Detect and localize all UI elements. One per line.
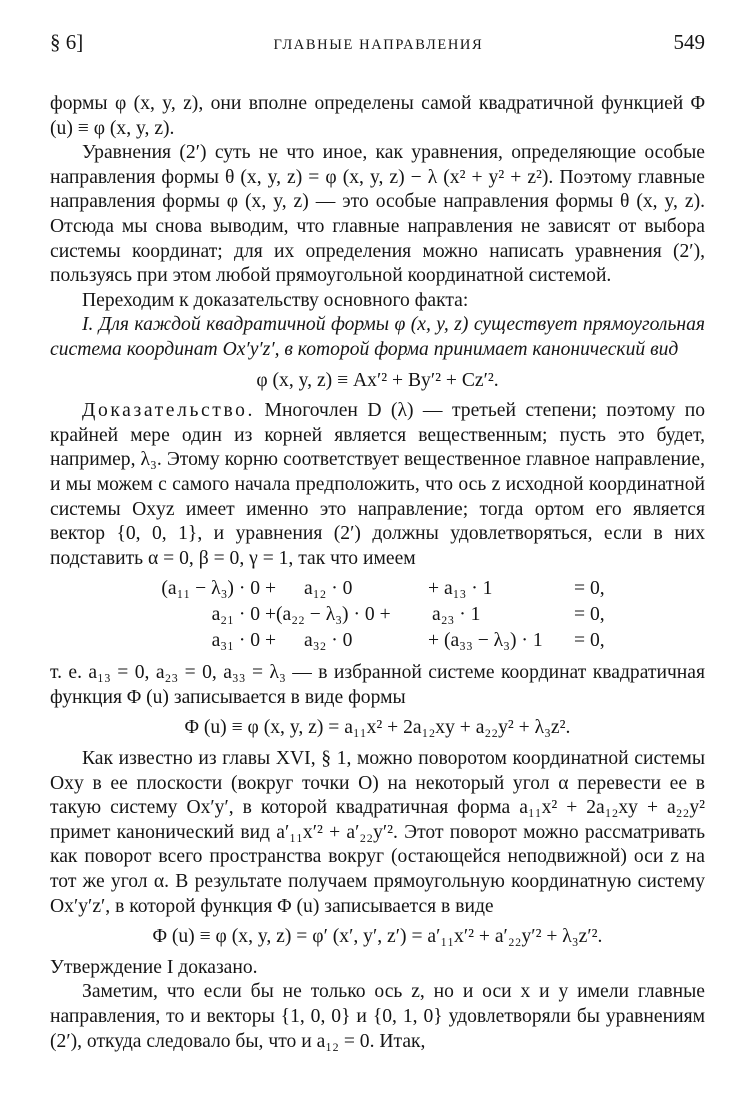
proof-label: Доказательство. xyxy=(82,400,256,422)
paragraph-principal-directions: Уравнения (2′) суть не что иное, как уравнения, определяющие особые направления формы θ (x, y, z) = φ (x, y, z) − λ (x² + y² + z²). Поэтому главные направления формы φ (x, y, z) — это особые направления формы θ (x, y, z). Отсюда мы снова выводим, что главные направления не зависят от выбора системы координат; для их определения можно написать уравнения (2′), пользуясь при этом любой прямоугольной координатной системой. xyxy=(50,142,705,287)
paragraph-result: т. е. a₁₃ = 0, a₂₃ = 0, a₃₃ = λ₃ — в избранной системе координат квадратичная функция Φ (u) записывается в виде формы xyxy=(50,662,705,708)
equation-term: + (a₃₃ − λ₃) · 1 xyxy=(428,630,543,652)
equation-rhs: = 0, xyxy=(574,578,605,600)
equation-system xyxy=(150,577,705,655)
page-number: 549 xyxy=(673,30,705,54)
paragraph-transition: Переходим к доказательству основного факта: xyxy=(82,289,469,311)
proof-text: Многочлен D (λ) — третьей степени; поэтому по крайней мере один из корней является вещественным; пусть это будет, например, λ₃. Этому корню соответствует вещественное главное направление, и мы можем с самого начала предположить, что ось z исходной координатной системы Oxyz имеет именно это направление; тогда ортом его является вектор {0, 0, 1}, и уравнения (2′) должны удовлетворяться, если в них подставить α = 0, β = 0, γ = 1, так что имеем xyxy=(50,400,705,569)
equation-term: a₂₃ · 1 xyxy=(432,604,481,626)
paragraph-qed: Утверждение I доказано. xyxy=(50,956,258,978)
formula-final-form: Φ (u) ≡ φ (x, y, z) = φ′ (x′, y′, z′) = a′₁₁x′² + a′₂₂y′² + λ₃z′². xyxy=(152,926,603,948)
running-header xyxy=(50,30,705,60)
equation-term: + a₁₃ · 1 xyxy=(428,578,493,600)
paragraph-remark: Заметим, что если бы не только ось z, но и оси x и y имели главные направления, то и векторы {1, 0, 0} и {0, 1, 0} удовлетворяли бы уравнениям (2′), откуда следовало бы, что и a₁₂ = 0. Итак, xyxy=(50,981,705,1052)
equation-row xyxy=(150,603,705,629)
equation-row xyxy=(150,577,705,603)
equation-term: a₂₁ · 0 + xyxy=(211,604,276,626)
running-title: ГЛАВНЫЕ НАПРАВЛЕНИЯ xyxy=(273,37,484,53)
equation-term: (a₁₁ − λ₃) · 0 + xyxy=(161,578,276,600)
equation-rhs: = 0, xyxy=(574,630,605,652)
formula-reduced-form: Φ (u) ≡ φ (x, y, z) = a₁₁x² + 2a₁₂xy + a₂₂y² + λ₃z². xyxy=(184,717,571,739)
equation-row xyxy=(150,629,705,655)
section-marker: § 6] xyxy=(50,30,84,54)
proof-paragraph xyxy=(50,399,705,571)
equation-term: a₁₂ · 0 xyxy=(304,578,353,600)
paragraph-rotation: Как известно из главы XVI, § 1, можно поворотом координатной системы Oxy в ее плоскости (вокруг точки O) на некоторый угол α перевести ее в такую систему Ox′y′, в которой квадратичная форма a₁₁x² + 2a₁₂xy + a₂₂y² примет канонический вид a′₁₁x′² + a′₂₂y′². Этот поворот можно рассматривать как поворот всего пространства вокруг (остающейся неподвижной) оси z на тот же угол α. В результате получаем прямоугольную координатную систему Ox′y′z′, в которой функция Φ (u) записывается в виде xyxy=(50,748,705,917)
equation-rhs: = 0, xyxy=(574,604,605,626)
paragraph-continuation: формы φ (x, y, z), они вполне определены самой квадратичной функцией Φ (u) ≡ φ (x, y, z). xyxy=(50,93,705,139)
equation-term: (a₂₂ − λ₃) · 0 + xyxy=(276,604,391,626)
theorem-statement: I. Для каждой квадратичной формы φ (x, y, z) существует прямоугольная система координат Ox′y′z′, в которой форма принимает канонический вид xyxy=(50,314,705,360)
equation-term: a₃₁ · 0 + xyxy=(211,630,276,652)
formula-canonical-form: φ (x, y, z) ≡ Ax′² + By′² + Cz′². xyxy=(256,369,499,391)
equation-term: a₃₂ · 0 xyxy=(304,630,353,652)
